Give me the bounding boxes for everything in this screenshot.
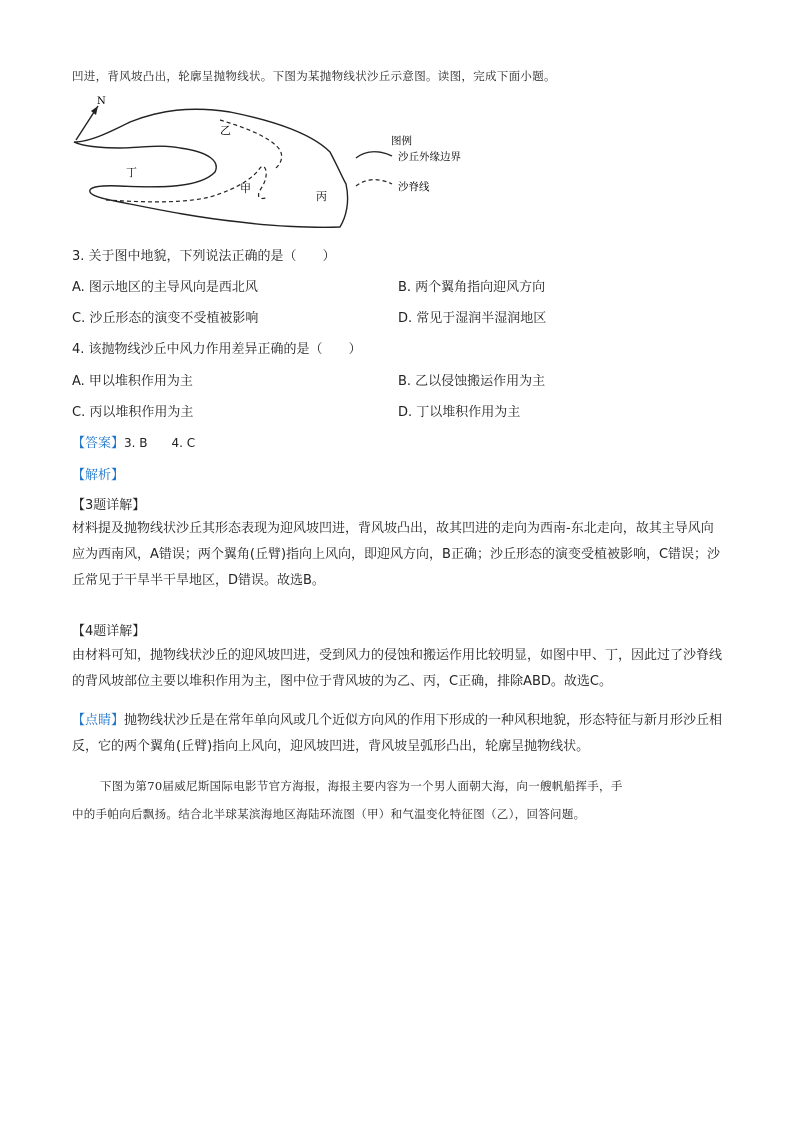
north-arrow-icon xyxy=(76,106,98,140)
intro2-line2: 中的手帕向后飘扬。结合北半球某滨海地区海陆环流图（甲）和气温变化特征图（乙），回答问题。 xyxy=(72,807,586,821)
north-label: N xyxy=(97,96,106,107)
q3-option-d: D. 常见于湿润半湿润地区 xyxy=(398,311,547,326)
label-yi: 乙 xyxy=(220,124,231,137)
q4-option-c: C. 丙以堆积作用为主 xyxy=(72,405,194,420)
dune-ridge-line xyxy=(106,120,282,202)
q4-option-d: D. 丁以堆积作用为主 xyxy=(398,405,521,420)
label-bing: 丙 xyxy=(316,190,327,203)
legend-outer-label: 沙丘外缘边界 xyxy=(398,151,461,163)
intro-text: 凹进，背风坡凸出，轮廓呈抛物线状。下图为某抛物线状沙丘示意图。读图，完成下面小题。 xyxy=(72,69,556,83)
legend-ridge-symbol xyxy=(356,180,392,186)
q3-option-b: B. 两个翼角指向迎风方向 xyxy=(398,280,546,295)
q3-option-c: C. 沙丘形态的演变不受植被影响 xyxy=(72,311,259,326)
intro2-line1: 下图为第70届威尼斯国际电影节官方海报，海报主要内容为一个男人面朝大海，向一艘帆船挥手，手 xyxy=(100,779,623,793)
q3-option-a: A. 图示地区的主导风向是西北风 xyxy=(72,280,258,295)
q4-stem: 4. 该抛物线沙丘中风力作用差异正确的是（ ） xyxy=(72,342,362,357)
legend-ridge-label: 沙脊线 xyxy=(398,181,430,193)
legend-outer-symbol xyxy=(356,152,392,158)
q3-detail-tag: 【3题详解】 xyxy=(72,498,146,513)
dune-outer-boundary xyxy=(74,109,348,227)
tip-tag: 【点睛】 xyxy=(72,713,125,728)
q3-stem: 3. 关于图中地貌，下列说法正确的是（ ） xyxy=(72,249,336,264)
analysis-tag: 【解析】 xyxy=(72,468,125,483)
q4-detail-tag: 【4题详解】 xyxy=(72,624,146,639)
q4-option-b: B. 乙以侵蚀搬运作用为主 xyxy=(398,374,546,389)
legend-title: 图例 xyxy=(391,135,412,147)
answer-line xyxy=(72,432,195,451)
q4-detail-text: 由材料可知，抛物线状沙丘的迎风坡凹进，受到风力的侵蚀和搬运作用比较明显，如图中甲、丁，因此过了沙脊线的背风坡部位主要以堆积作用为主，图中位于背风坡的为乙、丙，C正确，排除ABD。故选C。 xyxy=(72,648,723,689)
label-ding: 丁 xyxy=(126,166,137,179)
tip-paragraph xyxy=(72,708,724,760)
q3-detail-text: 材料提及抛物线状沙丘其形态表现为迎风坡凹进，背风坡凸出，故其凹进的走向为西南-东北走向，故其主导风向应为西南风，A错误；两个翼角(丘臂)指向上风向，即迎风方向，B正确；沙丘形态的演变受植被影响，C错误；沙丘常见于干旱半干旱地区，D错误。故选B。 xyxy=(72,521,721,588)
tip-text: 抛物线状沙丘是在常年单向风或几个近似方向风的作用下形成的一种风积地貌，形态特征与新月形沙丘相反，它的两个翼角(丘臂)指向上风向，迎风坡凹进，背风坡呈弧形凸出，轮廓呈抛物线状。 xyxy=(72,713,723,754)
answer-text: 3. B 4. C xyxy=(124,436,196,450)
answer-tag: 【答案】 xyxy=(72,436,125,451)
sand-dune-diagram xyxy=(70,92,490,232)
label-jia: 甲 xyxy=(240,182,251,195)
q4-option-a: A. 甲以堆积作用为主 xyxy=(72,374,193,389)
